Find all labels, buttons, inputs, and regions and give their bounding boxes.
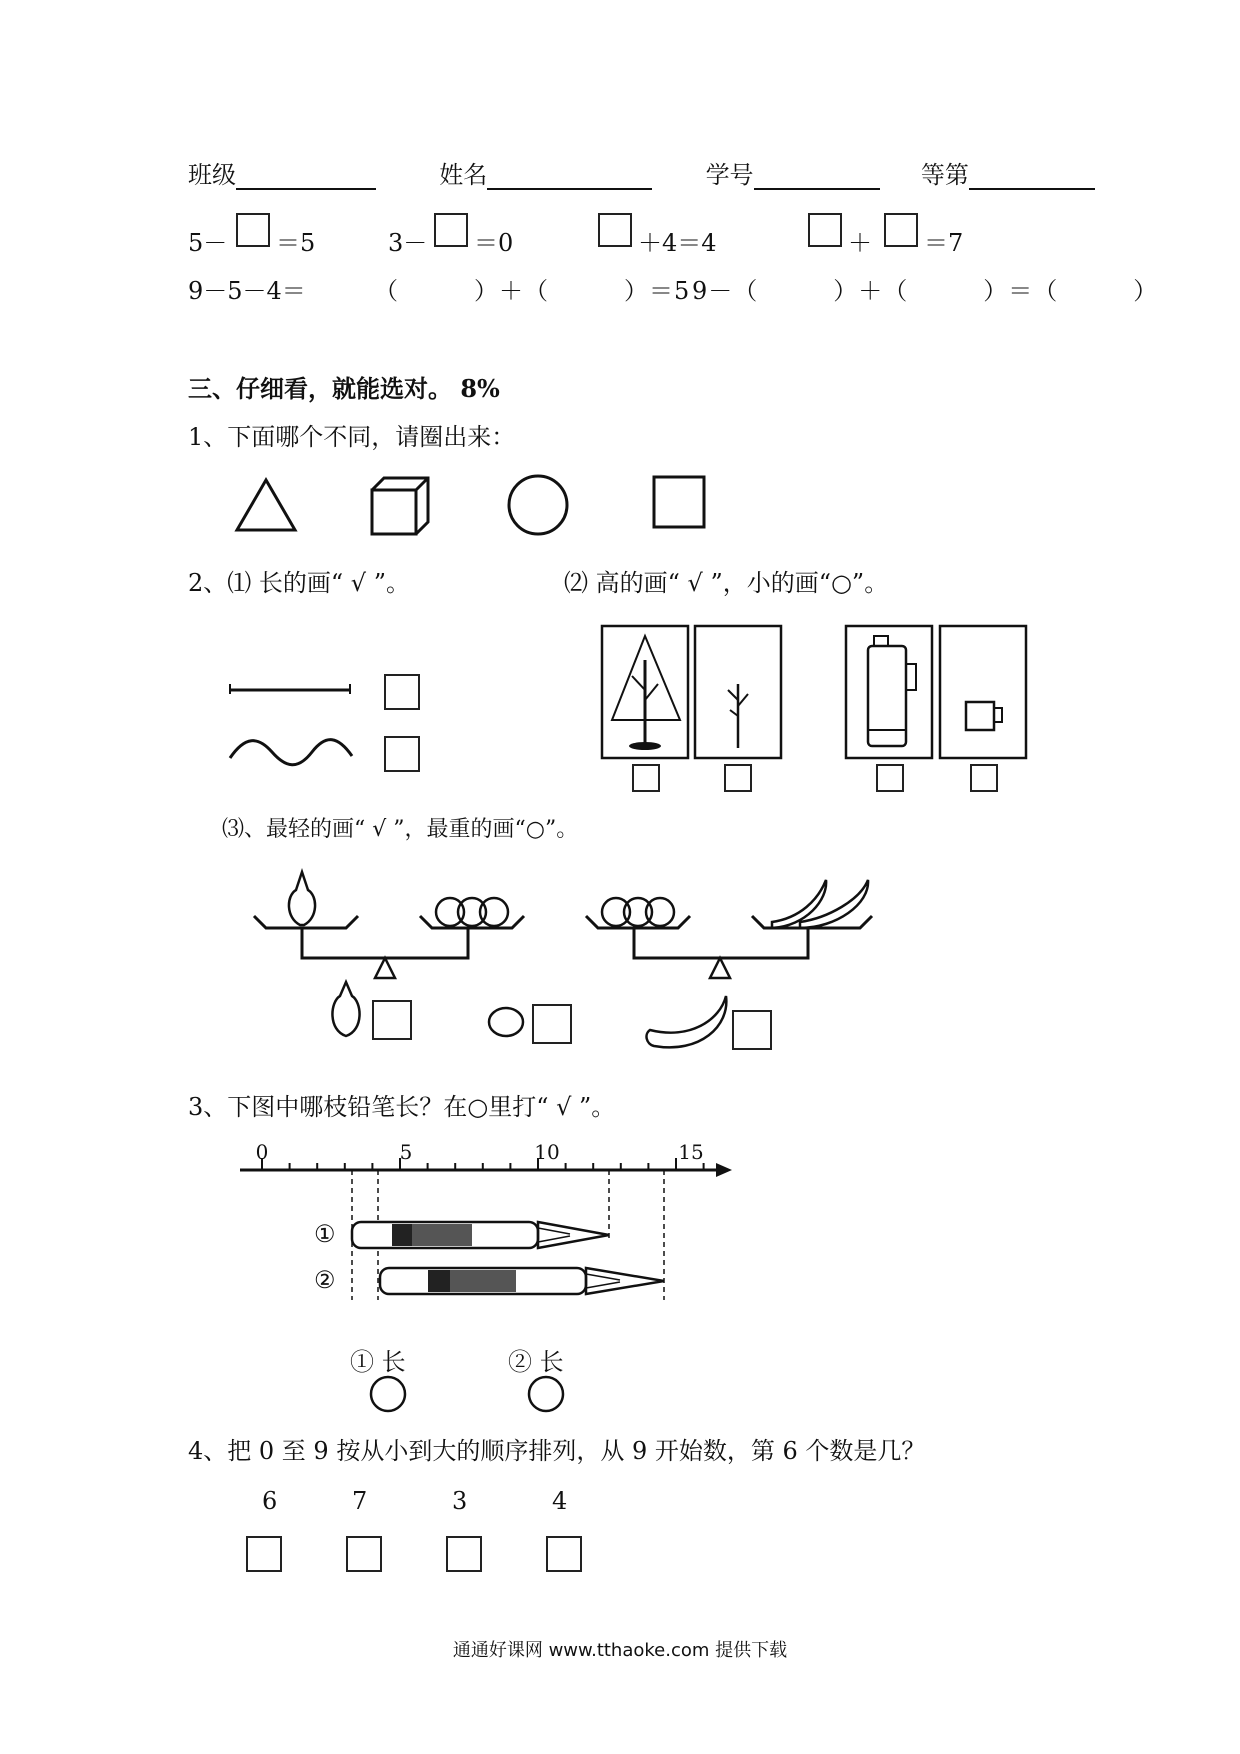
eq1-left: 5－ bbox=[188, 229, 228, 257]
grade-label: 等第 bbox=[920, 161, 969, 189]
footer-text: 通通好课网 www.tthaoke.com 提供下载 bbox=[452, 1640, 788, 1661]
eq6: （ ）＋（ ）＝5 bbox=[374, 277, 691, 305]
q3-text: 3、下图中哪枝铅笔长？在○里打“ √ ”。 bbox=[188, 1093, 616, 1121]
eq2-right: ＝0 bbox=[474, 229, 514, 257]
q4-option-3: 3 bbox=[452, 1487, 468, 1515]
ruler-label-15: 15 bbox=[678, 1140, 704, 1164]
ruler-label-0: 0 bbox=[255, 1140, 269, 1164]
ruler-label-5: 5 bbox=[399, 1140, 413, 1164]
q4-text: 4、把 0 至 9 按从小到大的顺序排列，从 9 开始数，第 6 个数是几？ bbox=[188, 1437, 926, 1465]
eq2-left: 3－ bbox=[388, 229, 428, 257]
answer-circle-2[interactable] bbox=[529, 1377, 563, 1411]
answer-label-1: ① 长 bbox=[350, 1348, 406, 1376]
q4-box-7[interactable] bbox=[346, 1536, 382, 1572]
ruler bbox=[240, 1158, 732, 1177]
eq4-mid: ＋ bbox=[848, 229, 872, 257]
eq5: 9－5－4＝ bbox=[188, 277, 306, 305]
q2c-text: ⑶、最轻的画“ √ ”，最重的画“○”。 bbox=[222, 817, 579, 842]
pencil-1 bbox=[352, 1222, 609, 1248]
q1-text: 1、下面哪个不同，请圈出来： bbox=[188, 423, 516, 451]
q4-box-3[interactable] bbox=[446, 1536, 482, 1572]
q4-box-4[interactable] bbox=[546, 1536, 582, 1572]
eq4-right: ＝7 bbox=[924, 229, 964, 257]
q2b-text: ⑵ 高的画“ √ ”，小的画“○”。 bbox=[564, 569, 889, 597]
pencil-2 bbox=[380, 1268, 664, 1294]
q4-box-6[interactable] bbox=[246, 1536, 282, 1572]
q4-option-7: 7 bbox=[352, 1487, 368, 1515]
q4-option-6: 6 bbox=[262, 1487, 278, 1515]
q2a-text: 2、⑴ 长的画“ √ ”。 bbox=[188, 569, 410, 597]
answer-circle-1[interactable] bbox=[371, 1377, 405, 1411]
section3-title: 三、仔细看，就能选对。 8% bbox=[188, 374, 500, 403]
eq1-right: ＝5 bbox=[276, 229, 316, 257]
pencil-2-label: ② bbox=[314, 1266, 336, 1294]
eq7: 9－（ ）＋（ ）＝（ ） bbox=[692, 277, 1159, 305]
class-label: 班级 bbox=[188, 161, 236, 189]
answer-label-2: ② 长 bbox=[508, 1348, 564, 1376]
pencil-1-label: ① bbox=[314, 1220, 336, 1248]
student-no-label: 学号 bbox=[705, 161, 754, 189]
q4-option-4: 4 bbox=[552, 1487, 568, 1515]
eq3-right: ＋4＝4 bbox=[638, 229, 717, 257]
name-label: 姓名 bbox=[439, 161, 488, 189]
ruler-label-10: 10 bbox=[534, 1140, 560, 1164]
